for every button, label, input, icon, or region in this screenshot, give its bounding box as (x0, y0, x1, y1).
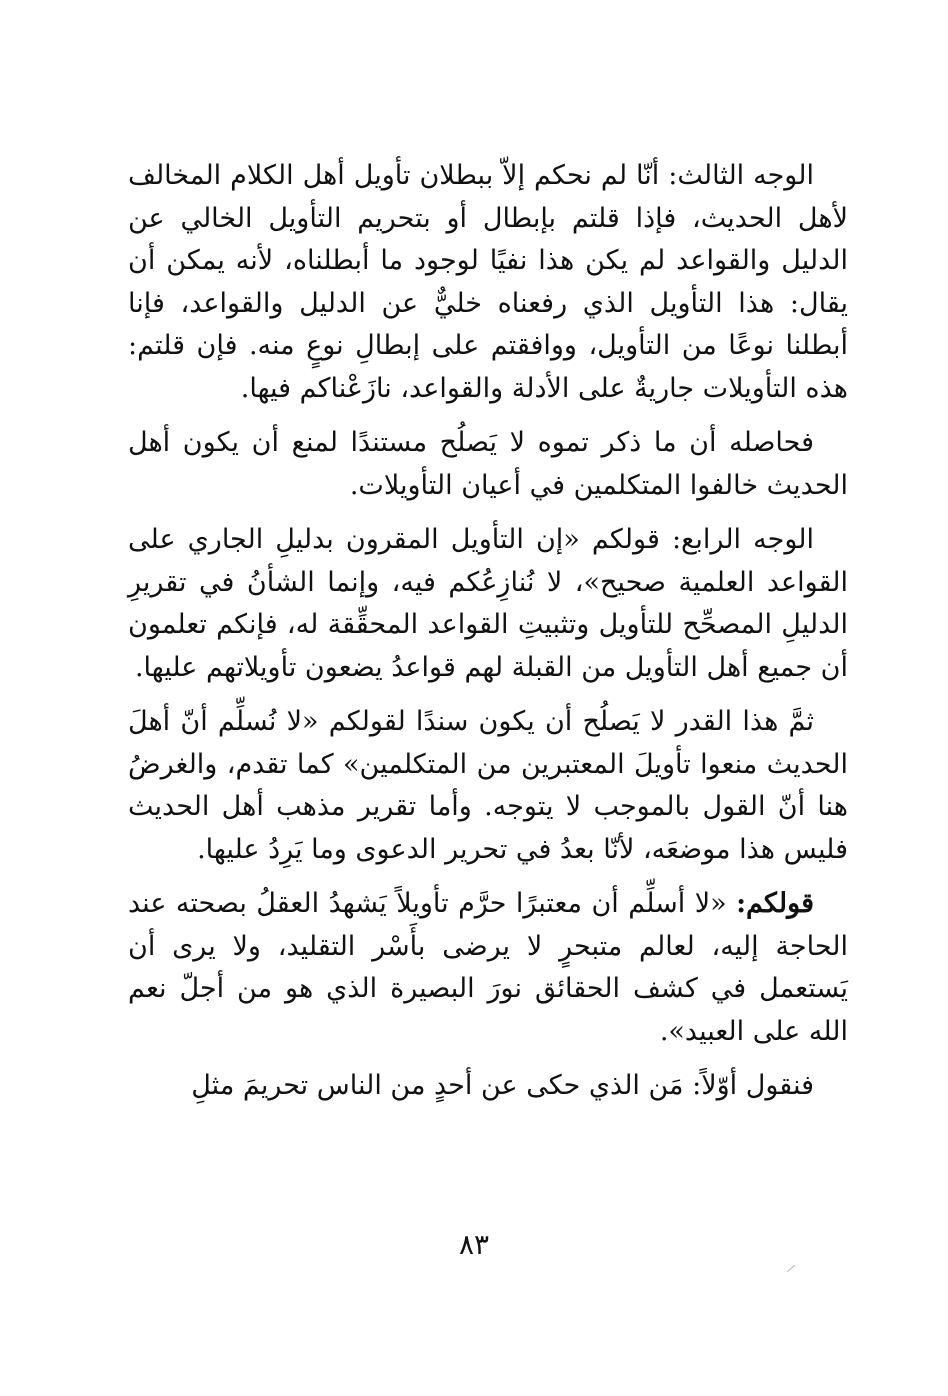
page-number: ٨٣ (458, 1228, 490, 1261)
paragraph-your-saying (128, 883, 848, 1053)
paragraph-fourth-aspect (128, 519, 848, 689)
scan-speck (787, 1265, 795, 1272)
paragraph-text: الوجه الرابع: قولكم «إن التأويل المقرون بدليلِ الجاري على القواعد العلمية صحيح»، لا نُنازِعُكم فيه، وإنما الشأنُ في تقريرِ الدليلِ المصحِّح للتأويل وتثبيتِ القواعد المحقِّقة له، فإنكم تعلمون أن جميع أهل التأويل من القبلة لهم قواعدُ يضعون تأويلاتهم عليها. (128, 524, 848, 683)
paragraph-text: «لا أسلِّم أن معتبرًا حرَّم تأويلاً يَشهدُ العقلُ بصحته عند الحاجة إليه، لعالم متبحرٍ لا يرضى بأَسْر التقليد، ولا يرى أن يَستعمل في كشف الحقائق نورَ البصيرة الذي هو من أجلّ نعم الله على العبيد». (128, 888, 848, 1047)
paragraph-summary (128, 422, 848, 507)
paragraph-then (128, 701, 848, 871)
paragraph-third-aspect (128, 155, 848, 410)
paragraph-text: الوجه الثالث: أنّا لم نحكم إلاّ ببطلان تأويل أهل الكلام المخالف لأهل الحديث، فإذا قلتم بإبطال أو بتحريم التأويل الخالي عن الدليل والقواعد لم يكن هذا نفيًا لوجود ما أبطلناه، لأنه يمكن أن يقال: هذا التأويل الذي رفعناه خليٌّ عن الدليل والقواعد، فإنا أبطلنا نوعًا من التأويل، ووافقتم على إبطالِ نوعٍ منه. فإن قلتم: هذه التأويلات جاريةٌ على الأدلة والقواعد، نازَعْناكم فيها. (128, 160, 848, 404)
body-text (128, 155, 848, 1120)
paragraph-text: فنقول أوّلاً: مَن الذي حكى عن أحدٍ من الناس تحريمَ مثلِ (191, 1070, 814, 1101)
paragraph-text: فحاصله أن ما ذكر تموه لا يَصلُح مستندًا لمنع أن يكون أهل الحديث خالفوا المتكلمين في أعيان التأويلات. (128, 427, 848, 501)
paragraph-text: ثمَّ هذا القدر لا يَصلُح أن يكون سندًا لقولكم «لا نُسلِّم أنّ أهلَ الحديث منعوا تأويلَ المعتبرين من المتكلمين» كما تقدم، والغرضُ هنا أنّ القول بالموجب لا يتوجه. وأما تقرير مذهب أهل الحديث فليس هذا موضعَه، لأنّا بعدُ في تحرير الدعوى وما يَرِدُ عليها. (128, 706, 848, 865)
paragraph-lead: قولكم: (736, 888, 814, 919)
paragraph-we-say (128, 1065, 848, 1108)
